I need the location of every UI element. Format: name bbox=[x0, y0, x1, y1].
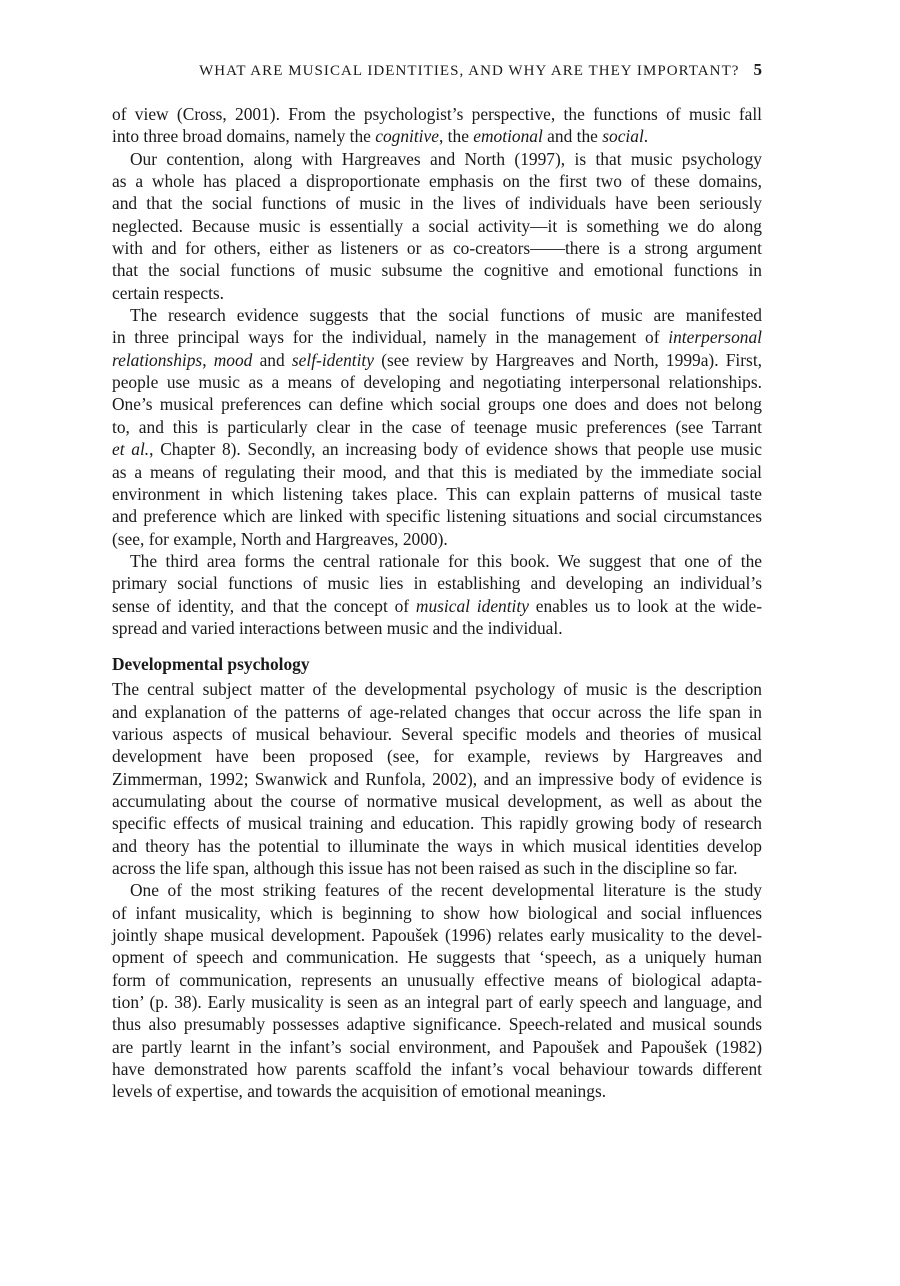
text-line bbox=[112, 349, 762, 371]
text-run: in three principal ways for the individual, namely in the management of bbox=[112, 327, 669, 348]
italic-text: relationships bbox=[112, 349, 203, 370]
text-run: across the life span, although this issue has not been raised as such in the discipline so far. bbox=[112, 858, 738, 878]
text-run: , bbox=[202, 349, 214, 370]
text-run: environment in which listening takes place. This can explain patterns of musical taste bbox=[112, 483, 762, 504]
text-run: enables us to look at the wide- bbox=[528, 595, 762, 616]
text-line bbox=[112, 768, 762, 790]
text-run: neglected. Because music is essentially a social activity—it is something we do along bbox=[112, 215, 762, 236]
text-line bbox=[112, 879, 762, 901]
text-run: One of the most striking features of the recent developmental literature is the study bbox=[130, 880, 762, 901]
text-run: accumulating about the course of normative musical development, as well as about the bbox=[112, 790, 762, 811]
text-line bbox=[112, 617, 762, 639]
text-run: thus also presumably possesses adaptive significance. Speech-related and musical sounds bbox=[112, 1014, 762, 1035]
text-line bbox=[112, 148, 762, 170]
text-run: and the bbox=[542, 126, 603, 147]
italic-text: emotional bbox=[473, 126, 543, 147]
text-line bbox=[112, 835, 762, 857]
paragraph bbox=[112, 879, 762, 1102]
text-run: jointly shape musical development. Papoušek (1996) relates early musicality to the devel- bbox=[112, 925, 762, 946]
text-run: people use music as a means of developing and negotiating interpersonal relationships. bbox=[112, 372, 762, 393]
text-run: (see, for example, North and Hargreaves, 2000). bbox=[112, 528, 448, 549]
text-run: , Chapter 8). Secondly, an increasing body of evidence shows that people use music bbox=[149, 439, 762, 460]
text-line bbox=[112, 125, 762, 147]
text-line bbox=[112, 857, 762, 879]
body-text bbox=[112, 103, 762, 1103]
text-line bbox=[112, 103, 762, 125]
text-run: tion’ (p. 38). Early musicality is seen as an integral part of early speech and language, and bbox=[112, 992, 762, 1013]
text-run: and that the social functions of music in the lives of individuals have been seriously bbox=[112, 193, 762, 214]
text-line bbox=[112, 678, 762, 700]
italic-text: et al. bbox=[112, 439, 150, 460]
text-run: levels of expertise, and towards the acquisition of emotional meanings. bbox=[112, 1081, 607, 1102]
text-line bbox=[112, 483, 762, 505]
text-line bbox=[112, 438, 762, 460]
text-run: opment of speech and communication. He suggests that ‘speech, as a uniquely human bbox=[112, 947, 762, 968]
text-run: as a means of regulating their mood, and that this is mediated by the immediate social bbox=[112, 461, 762, 482]
italic-text: social bbox=[602, 126, 644, 147]
text-run: Zimmerman, 1992; Swanwick and Runfola, 2002), and an impressive body of evidence is bbox=[112, 768, 762, 789]
page-number: 5 bbox=[753, 60, 762, 79]
text-line bbox=[112, 812, 762, 834]
text-run: are partly learnt in the infant’s social environment, and Papoušek and Papoušek (1982) bbox=[112, 1036, 762, 1057]
paragraph bbox=[112, 103, 762, 148]
text-run: with and for others, either as listeners or as co-creators——there is a strong argument bbox=[112, 238, 762, 259]
text-run: into three broad domains, namely the bbox=[112, 126, 376, 147]
text-line bbox=[112, 924, 762, 946]
italic-text: musical identity bbox=[415, 595, 529, 616]
text-run: specific effects of musical training and education. This rapidly growing body of research bbox=[112, 813, 762, 834]
text-line bbox=[112, 282, 762, 304]
text-run: to, and this is particularly clear in the case of teenage music preferences (see Tarrant bbox=[112, 416, 762, 437]
text-line bbox=[112, 1036, 762, 1058]
text-run: and explanation of the patterns of age-related changes that occur across the life span in bbox=[112, 701, 762, 722]
text-line bbox=[112, 505, 762, 527]
paragraph bbox=[112, 148, 762, 304]
text-line bbox=[112, 550, 762, 572]
italic-text: mood bbox=[213, 349, 253, 370]
text-run: certain respects. bbox=[112, 282, 225, 303]
text-line bbox=[112, 745, 762, 767]
text-run: spread and varied interactions between music and the individual. bbox=[112, 617, 563, 638]
text-run: and theory has the potential to illuminate the ways in which musical identities develop bbox=[112, 835, 762, 856]
text-run: development have been proposed (see, for example, reviews by Hargreaves and bbox=[112, 746, 762, 767]
italic-text: interpersonal bbox=[668, 327, 762, 348]
text-line bbox=[112, 304, 762, 326]
running-head bbox=[112, 60, 762, 80]
text-line bbox=[112, 371, 762, 393]
paragraph bbox=[112, 304, 762, 550]
text-run: The research evidence suggests that the social functions of music are manifested bbox=[130, 305, 762, 326]
text-line bbox=[112, 259, 762, 281]
text-run: sense of identity, and that the concept of bbox=[112, 595, 416, 616]
text-line bbox=[112, 326, 762, 348]
text-run: Our contention, along with Hargreaves and North (1997), is that music psychology bbox=[130, 148, 762, 169]
italic-text: cognitive bbox=[375, 126, 439, 147]
text-run: that the social functions of music subsume the cognitive and emotional functions in bbox=[112, 260, 762, 281]
running-head-title: WHAT ARE MUSICAL IDENTITIES, AND WHY ARE THEY IMPORTANT? bbox=[199, 63, 740, 79]
italic-text: self-identity bbox=[291, 349, 374, 370]
text-run: The central subject matter of the developmental psychology of music is the description bbox=[112, 679, 762, 700]
paragraph bbox=[112, 550, 762, 639]
text-line bbox=[112, 393, 762, 415]
text-line bbox=[112, 461, 762, 483]
text-run: , the bbox=[438, 126, 474, 147]
text-run: The third area forms the central rationale for this book. We suggest that one of the bbox=[130, 550, 762, 571]
text-line bbox=[112, 528, 762, 550]
text-line bbox=[112, 902, 762, 924]
text-run: and preference which are linked with specific listening situations and social circumstances bbox=[112, 506, 762, 527]
text-run: of view (Cross, 2001). From the psychologist’s perspective, the functions of music fall bbox=[112, 104, 762, 124]
text-run: form of communication, represents an unusually effective means of biological adapta- bbox=[112, 969, 762, 990]
text-line bbox=[112, 701, 762, 723]
text-line bbox=[112, 1058, 762, 1080]
text-line bbox=[112, 723, 762, 745]
text-run: of infant musicality, which is beginning to show how biological and social influences bbox=[112, 902, 762, 923]
text-line bbox=[112, 991, 762, 1013]
text-line bbox=[112, 969, 762, 991]
text-line bbox=[112, 416, 762, 438]
text-line bbox=[112, 595, 762, 617]
text-run: (see review by Hargreaves and North, 1999a). First, bbox=[374, 349, 762, 370]
text-run: and bbox=[252, 349, 292, 370]
text-run: various aspects of musical behaviour. Several specific models and theories of musical bbox=[112, 723, 762, 744]
text-line bbox=[112, 192, 762, 214]
text-run: primary social functions of music lies in establishing and developing an individual’s bbox=[112, 573, 762, 594]
text-line bbox=[112, 790, 762, 812]
text-line bbox=[112, 237, 762, 259]
text-line bbox=[112, 1013, 762, 1035]
text-line bbox=[112, 946, 762, 968]
text-run: have demonstrated how parents scaffold the infant’s vocal behaviour towards different bbox=[112, 1059, 762, 1080]
text-line bbox=[112, 572, 762, 594]
section-heading: Developmental psychology bbox=[112, 654, 310, 675]
text-line bbox=[112, 1080, 762, 1102]
text-run: as a whole has placed a disproportionate emphasis on the first two of these domains, bbox=[112, 171, 762, 192]
paragraph bbox=[112, 678, 762, 879]
text-line bbox=[112, 215, 762, 237]
text-run: One’s musical preferences can define which social groups one does and does not belong bbox=[112, 394, 762, 415]
text-line bbox=[112, 170, 762, 192]
text-run: . bbox=[643, 126, 649, 147]
